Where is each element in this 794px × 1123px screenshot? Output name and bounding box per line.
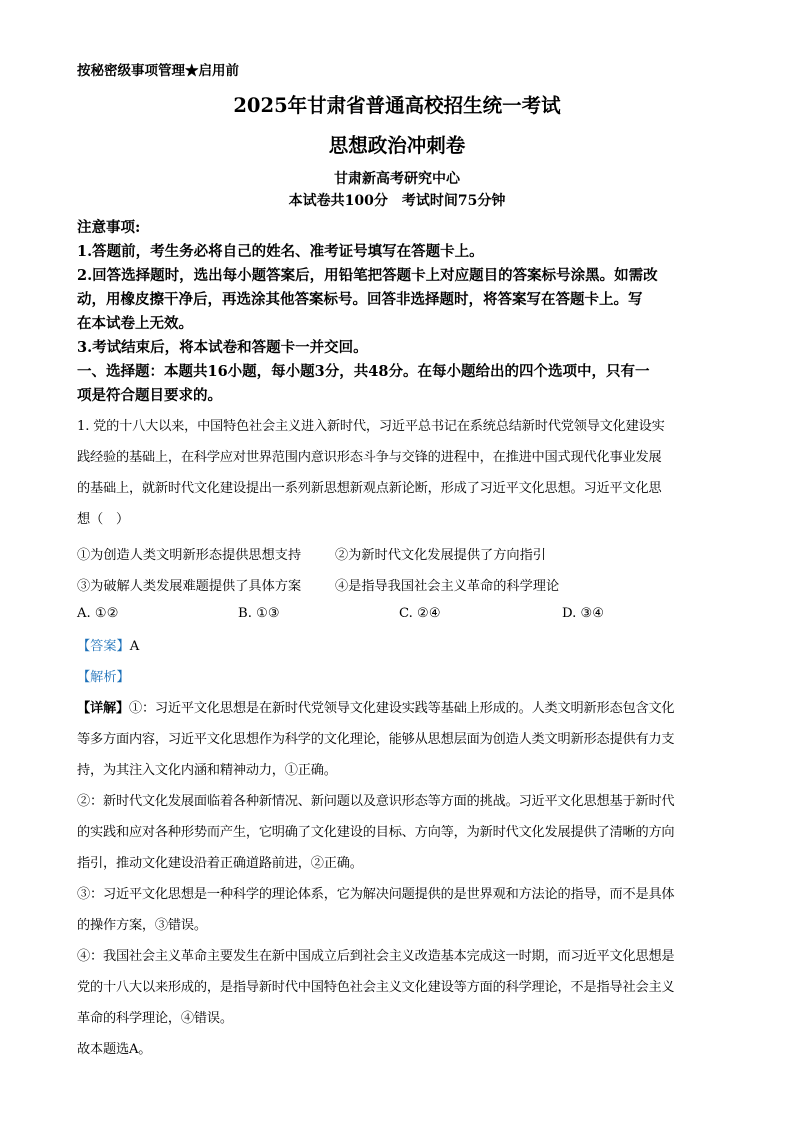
detail-line: 指引，推动文化建设沿着正确道路前进，②正确。 — [77, 856, 363, 871]
option-d: D. ③④ — [562, 606, 605, 621]
conclusion: 故本题选A。 — [77, 1042, 152, 1057]
analysis-detail — [77, 693, 722, 1065]
notice-heading: 注意事项: — [77, 219, 141, 236]
statement-2: ②为新时代文化发展提供了方向指引 — [335, 548, 546, 563]
statements-row-2 — [77, 575, 722, 595]
notice-section — [77, 216, 722, 408]
detail-line: 【详解】①：习近平文化思想是在新时代党领导文化建设实践等基础上形成的。人类文明新形态包含文化 — [77, 701, 675, 716]
detail-tag: 【详解】 — [77, 701, 129, 716]
exam-subtitle: 思想政治冲刺卷 — [328, 134, 466, 157]
detail-line: ③：习近平文化思想是一种科学的理论体系，它为解决问题提供的是世界观和方法论的指导，而不是具体 — [77, 887, 675, 902]
secret-label: 按秘密级事项管理★启用前 — [77, 63, 239, 79]
detail-line: 持，为其注入文化内涵和精神动力，①正确。 — [77, 763, 337, 778]
answer-value: A — [129, 639, 140, 654]
organization: 甘肃新高考研究中心 — [334, 171, 460, 187]
notice-item-1: 1.答题前，考生务必将自己的姓名、准考证号填写在答题卡上。 — [77, 243, 484, 260]
answer-options — [77, 606, 722, 626]
answer-line — [77, 631, 722, 662]
question-1-stem — [77, 411, 722, 535]
detail-line: 党的十八大以来形成的，是指导新时代中国特色社会主义文化建设等方面的科学理论，不是指导社会主义 — [77, 980, 675, 995]
exam-info: 本试卷共100分 考试时间75分钟 — [288, 193, 506, 209]
detail-line: ④：我国社会主义革命主要发生在新中国成立后到社会主义改造基本完成这一时期，而习近平文化思想是 — [77, 949, 675, 964]
option-b: B. ①③ — [238, 606, 280, 621]
detail-line: 的实践和应对各种形势而产生，它明确了文化建设的目标、方向等，为新时代文化发展提供了清晰的方向 — [77, 825, 675, 840]
detail-line: ②：新时代文化发展面临着各种新情况、新问题以及意识形态等方面的挑战。习近平文化思想基于新时代 — [77, 794, 675, 809]
statement-1: ①为创造人类文明新形态提供思想支持 — [77, 548, 302, 563]
detail-line: 革命的科学理论，④错误。 — [77, 1011, 233, 1026]
stem-line: 的基础上，就新时代文化建设提出一系列新思想新观点新论断，形成了习近平文化思想。习近平文化思 — [77, 481, 662, 496]
analysis-tag: 【解析】 — [77, 670, 130, 685]
section-heading-line-2: 项是符合题目要求的。 — [77, 387, 222, 404]
stem-line: 践经验的基础上，在科学应对世界范围内意识形态斗争与交锋的进程中，在推进中国式现代化事业发展 — [77, 450, 662, 465]
section-heading-line-1: 一、选择题：本题共16小题，每小题3分，共48分。在每小题给出的四个选项中，只有一 — [77, 363, 650, 380]
answer-tag: 【答案】 — [77, 639, 130, 654]
exam-title: 2025年甘肃省普通高校招生统一考试 — [233, 94, 561, 117]
notice-item-3: 3.考试结束后，将本试卷和答题卡一并交回。 — [77, 339, 368, 356]
detail-line: 等多方面内容，习近平文化思想作为科学的文化理论，能够从思想层面为创造人类文明新形态提供有力支 — [77, 732, 675, 747]
option-c: C. ②④ — [399, 606, 441, 621]
statement-3: ③为破解人类发展难题提供了具体方案 — [77, 579, 302, 594]
statement-4: ④是指导我国社会主义革命的科学理论 — [335, 579, 560, 594]
stem-line: 想（ ） — [77, 512, 129, 527]
statements-row-1 — [77, 544, 722, 564]
option-a: A. ①② — [77, 606, 119, 621]
detail-line: 的操作方案，③错误。 — [77, 918, 207, 933]
analysis-line — [77, 662, 722, 693]
notice-item-2-line-2: 动，用橡皮擦干净后，再选涂其他答案标号。回答非选择题时，将答案写在答题卡上。写 — [77, 291, 643, 308]
notice-item-2-line-3: 在本试卷上无效。 — [77, 315, 193, 332]
stem-line: 1. 党的十八大以来，中国特色社会主义进入新时代，习近平总书记在系统总结新时代党领导文化建设实 — [77, 419, 665, 434]
notice-item-2-line-1: 2.回答选择题时，选出每小题答案后，用铅笔把答题卡上对应题目的答案标号涂黑。如需改 — [77, 267, 658, 284]
